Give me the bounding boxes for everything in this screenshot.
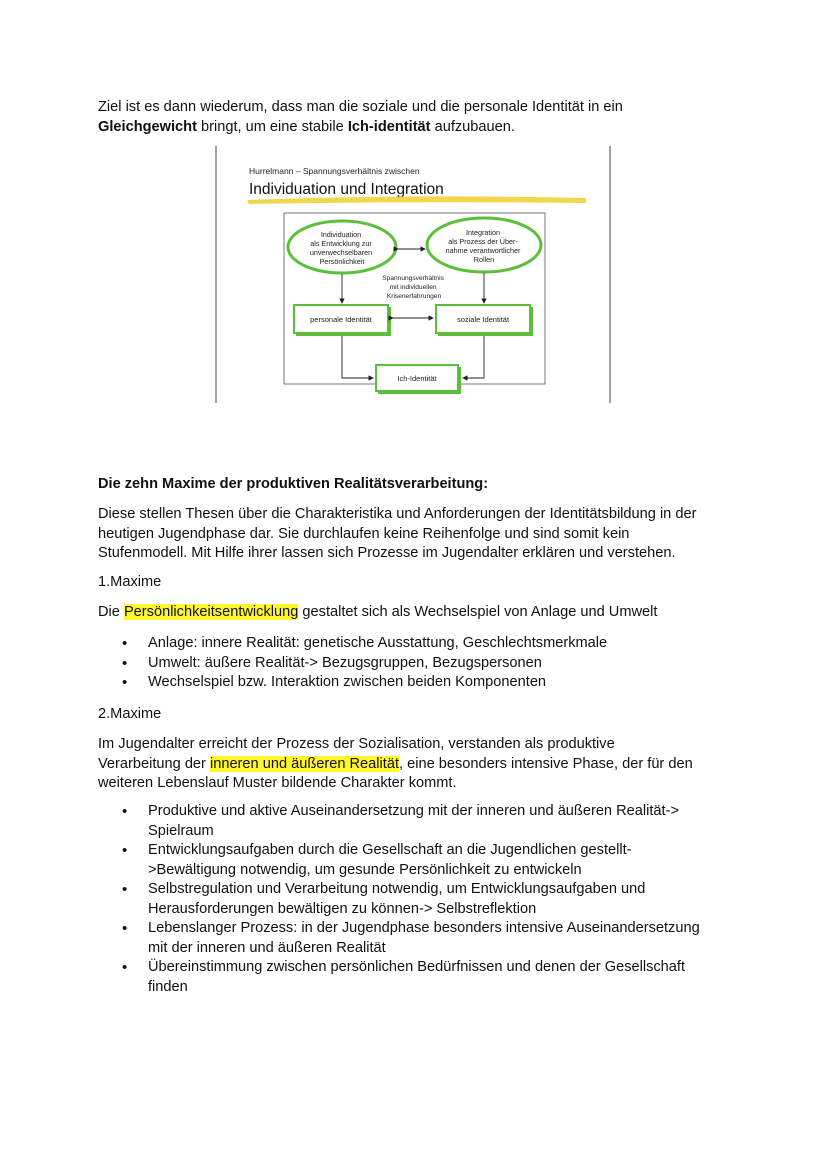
diagram-svg [214,146,612,403]
intro-text-mid: bringt, um eine stabile [196,118,348,135]
list-item: • Anlage: innere Realität: genetische Ausstattung, Geschlechtsmerkmale [98,634,748,654]
list-item [98,880,748,919]
hurrelmann-diagram [214,146,612,403]
list-item-line: Übereinstimmung zwischen persönlichen Bedürfnissen und denen der Gesellschaft [148,959,686,975]
list-item-line: Produktive und aktive Auseinandersetzung mit der inneren und äußeren Realität-> [148,803,679,819]
intro-paragraph [98,98,748,137]
list-item [98,841,748,880]
maxime-2-line-3: weiteren Lebenslauf Muster bildende Charakter kommt. [98,775,457,791]
list-item [98,802,748,841]
diagram-title: Individuation und Integration [249,181,444,198]
maxime-1-statement [98,603,748,623]
social-identity-label: soziale Identität [456,315,510,324]
personal-box-shadow-bottom [296,333,391,336]
list-item-line: >Bewältigung notwendig, um gesunde Persönlichkeit zu entwickeln [148,861,582,878]
individuation-line-3: unverwechselbaren [309,248,373,257]
integration-line-2: als Prozess der Über- [448,237,518,246]
list-item [98,958,748,997]
list-item-line: Spielraum [148,822,214,839]
tension-label [382,275,445,300]
section-intro-line-3: Stufenmodell. Mit Hilfe ihrer lassen sich Prozesse im Jugendalter erklären und verstehen. [98,545,676,561]
maxime-1-post: gestaltet sich als Wechselspiel von Anlage und Umwelt [298,604,658,620]
maxime-2-highlight: inneren und äußeren Realität [209,755,400,772]
section-intro [98,505,748,564]
ich-box-shadow-right [458,367,461,393]
section-intro-line-1: Diese stellen Thesen über die Charakteristika und Anforderungen der Identitätsbildung in der [98,506,697,522]
maxime-2-line-2-post: , eine besonders intensive Phase, der für den [399,755,693,772]
intro-bold-ich-identitaet: Ich-identität [347,118,431,135]
maxime-1-highlight: Persönlichkeitsentwicklung [123,604,299,620]
social-box-shadow-right [530,307,533,335]
individuation-line-2: als Entwicklung zur [310,239,372,248]
section-intro-line-2: heutigen Jugendphase dar. Sie durchlaufen keine Reihenfolge und sind somit kein [98,525,630,542]
maxime-2-line-1: Im Jugendalter erreicht der Prozess der Sozialisation, verstanden als produktive [98,736,615,752]
tension-line-3: Krisenerfahrungen [386,293,442,300]
maxime-2-label: 2.Maxime [98,706,162,722]
list-item: • Umwelt: äußere Realität-> Bezugsgruppen, Bezugspersonen [98,654,748,674]
arrow-personal-to-ich [342,336,373,378]
section-heading: Die zehn Maxime der produktiven Realitätsverarbeitung: [98,476,489,492]
list-item-line: Entwicklungsaufgaben durch die Gesellschaft an die Jugendlichen gestellt- [148,842,632,858]
diagram-supertitle: Hurrelmann – Spannungsverhältnis zwischen [249,166,420,176]
list-item [98,919,748,958]
list-item-line: finden [148,978,188,995]
intro-text-end: aufzubauen. [430,118,515,135]
maxime-1-label: 1.Maxime [98,574,162,590]
individuation-line-4: Persönlichkeit [319,257,365,266]
personal-identity-label: personale Identität [310,315,372,324]
ich-identity-label: Ich-Identität [397,374,437,383]
list-item-line: mit der inneren und äußeren Realität [148,939,386,956]
maxime-2-bullet-list [98,802,748,997]
list-item: • Wechselspiel bzw. Interaktion zwischen beiden Komponenten [98,673,748,693]
maxime-2-statement [98,735,748,794]
list-item-line: Selbstregulation und Verarbeitung notwendig, um Entwicklungsaufgaben und [148,881,646,897]
social-box-shadow-bottom [438,333,533,336]
personal-box-shadow-right [388,307,391,335]
ich-box-shadow-bottom [378,391,461,394]
maxime-1-pre: Die [98,604,124,620]
tension-line-2: mit individuellen [389,284,437,291]
integration-line-1: Integration [466,228,500,237]
list-item-line: Lebenslanger Prozess: in der Jugendphase besonders intensive Auseinandersetzung [148,920,700,936]
integration-line-3: nahme verantwortlicher [445,246,521,255]
intro-bold-gleichgewicht: Gleichgewicht [98,118,197,135]
maxime-1-bullet-list [98,634,748,693]
list-item-line: Herausforderungen bewältigen zu können-> Selbstreflektion [148,900,537,917]
intro-line-1: Ziel ist es dann wiederum, dass man die soziale und die personale Identität in ein [98,99,623,115]
arrow-social-to-ich [463,336,484,378]
maxime-2-line-2-pre: Verarbeitung der [98,755,210,772]
integration-line-4: Rollen [473,255,495,264]
individuation-line-1: Individuation [320,230,362,239]
tension-line-1: Spannungsverhältnis [382,275,444,282]
